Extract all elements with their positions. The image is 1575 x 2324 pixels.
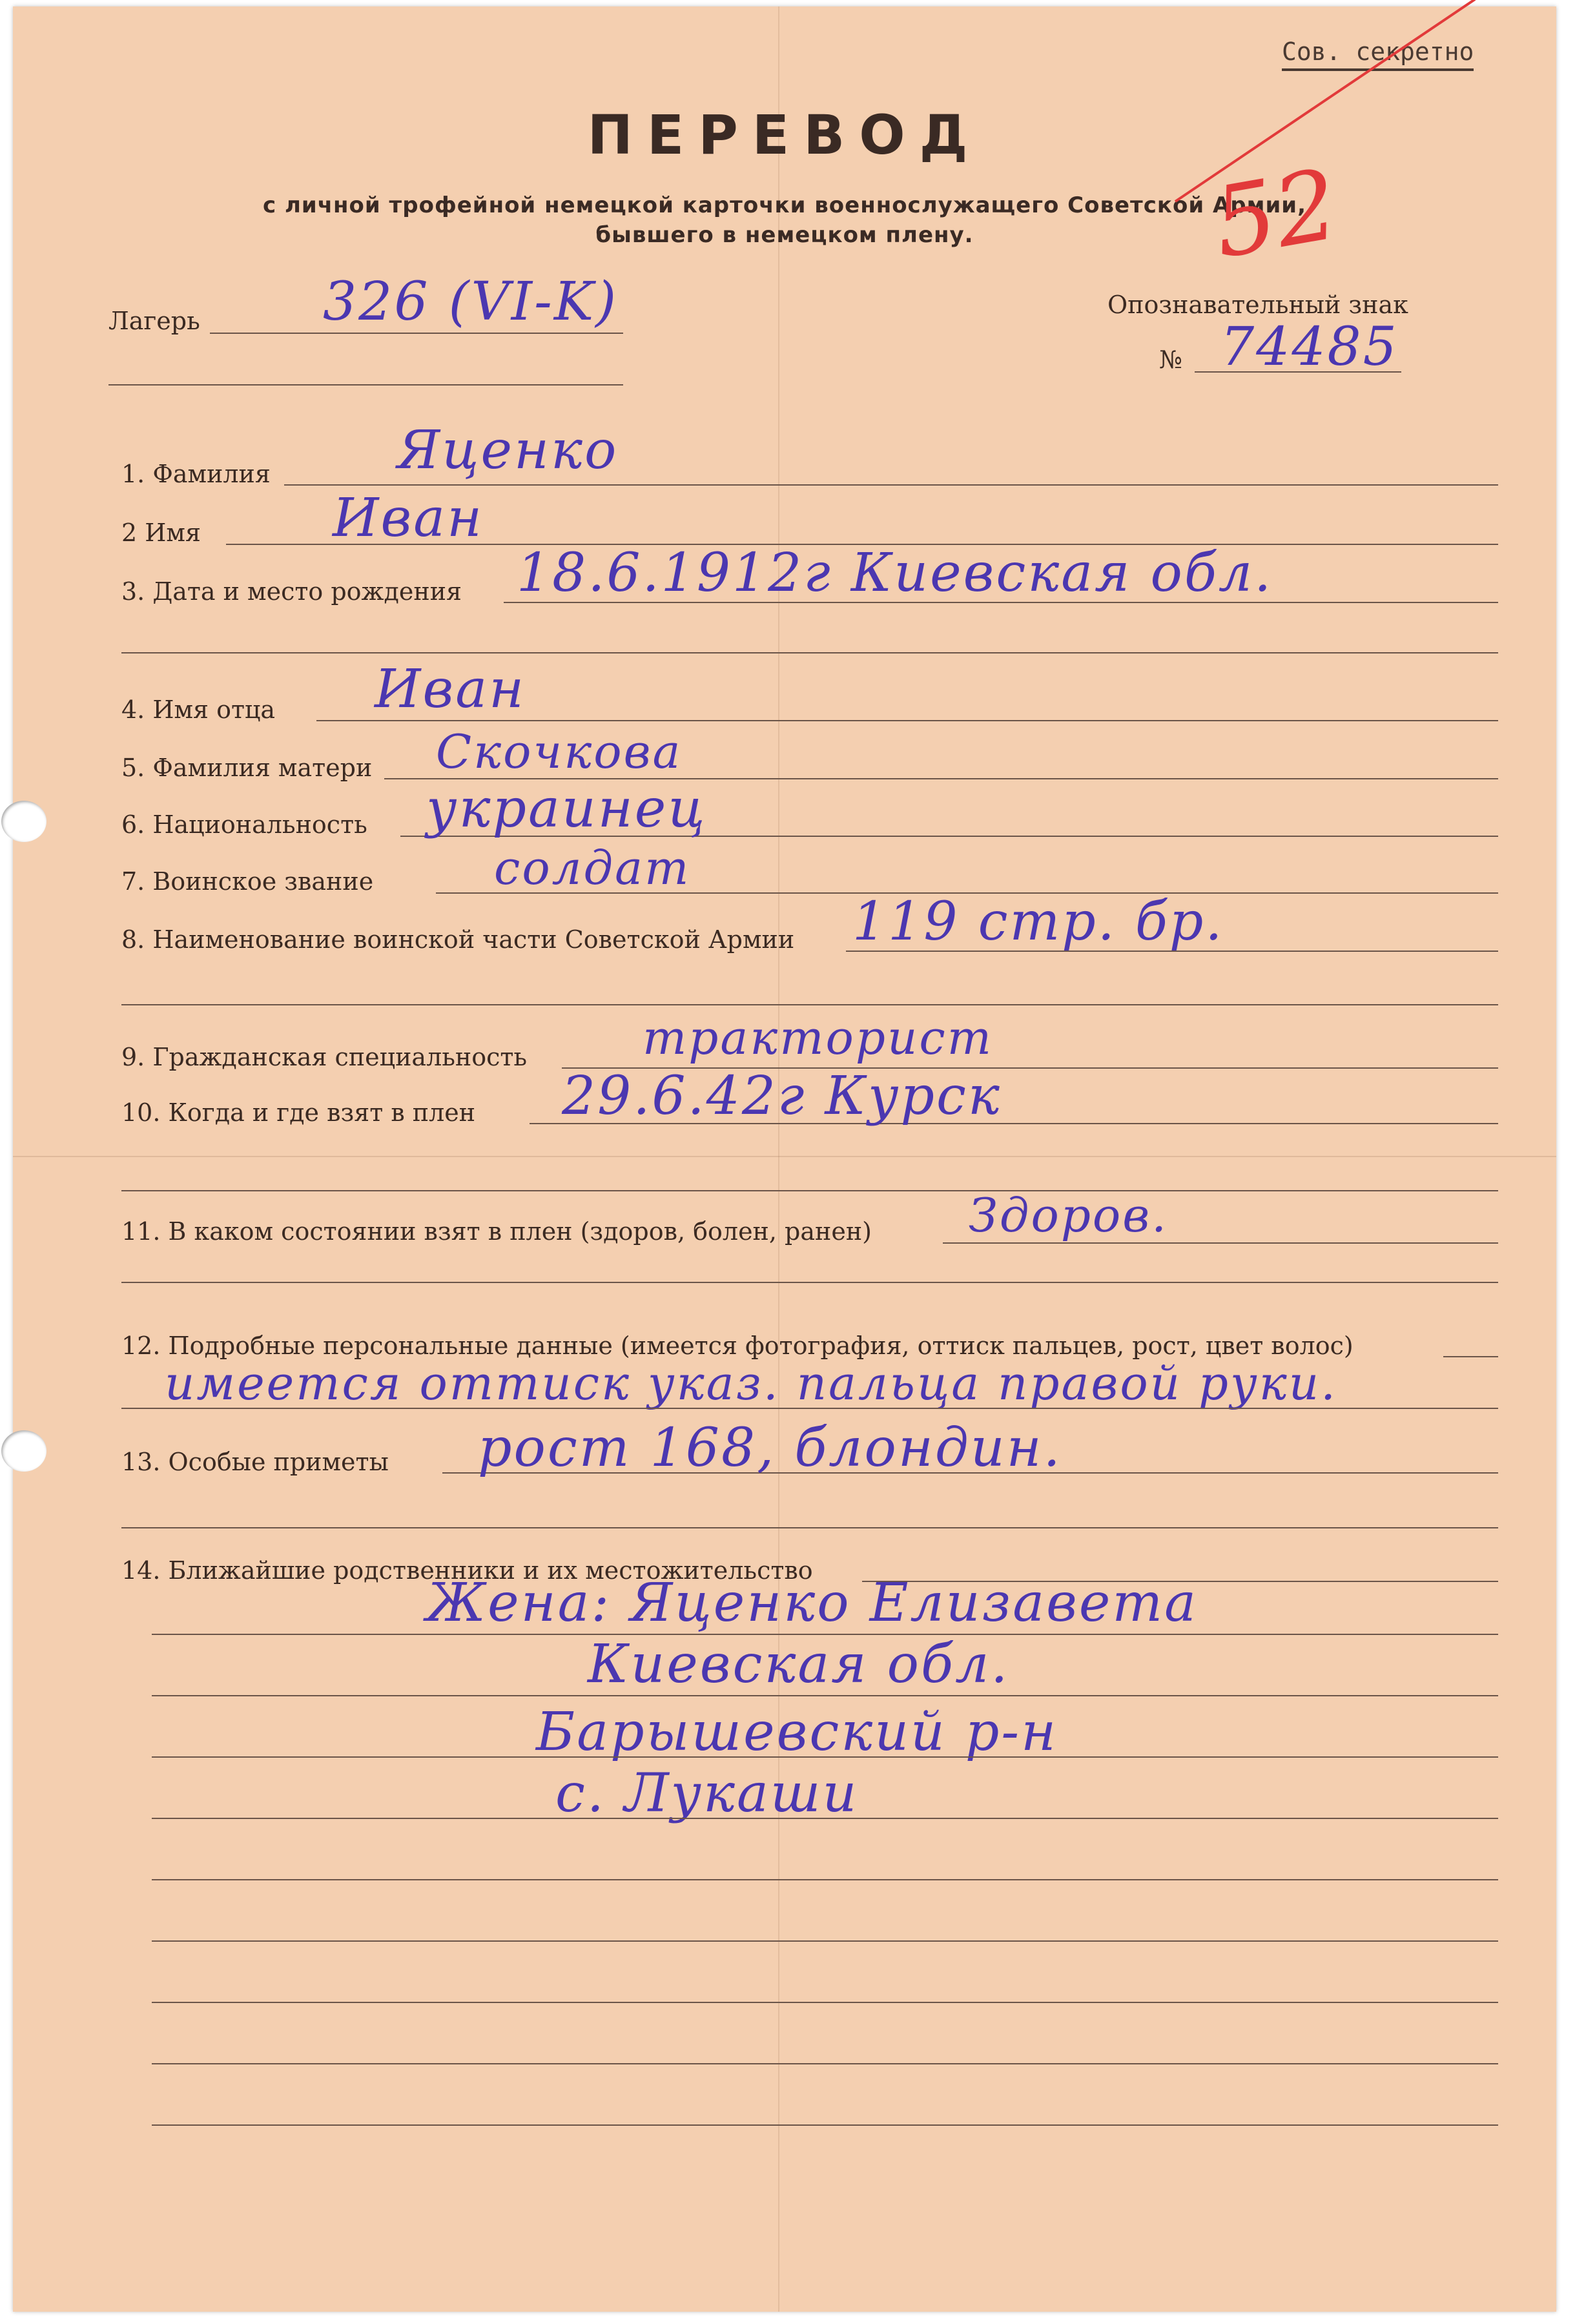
field-1-value: Яценко xyxy=(397,420,619,481)
field-8-extra-line xyxy=(121,1004,1498,1005)
id-mark-value: 74485 xyxy=(1220,316,1399,378)
field-12-label: 12. Подробные персональные данные (имеется фотография, оттиск пальцев, рост, цвет волос) xyxy=(121,1332,1354,1360)
document-title: ПЕРЕВОД xyxy=(587,103,982,167)
field-10-label: 10. Когда и где взят в плен xyxy=(121,1098,476,1127)
field-4-value: Иван xyxy=(375,659,526,720)
camp-extra-line xyxy=(108,384,623,386)
field-6-value: украинец xyxy=(426,778,707,839)
ruled-line xyxy=(152,1940,1498,1942)
ruled-line xyxy=(152,2063,1498,2064)
field-4-underline xyxy=(316,720,1498,721)
field-6-label: 6. Национальность xyxy=(121,810,367,839)
field-7-label: 7. Воинское звание xyxy=(121,867,374,896)
relatives-line-1: Жена: Яценко Елизавета xyxy=(426,1572,1199,1634)
field-2-label: 2 Имя xyxy=(121,519,201,547)
field-1-label: 1. Фамилия xyxy=(121,460,271,488)
field-8-value: 119 стр. бр. xyxy=(852,891,1224,952)
camp-value: 326 (VI-K) xyxy=(323,271,619,333)
punch-hole-top xyxy=(1,801,46,842)
field-2-value: Иван xyxy=(333,488,484,549)
relatives-line-2: Киевская обл. xyxy=(588,1634,1010,1695)
field-7-value: солдат xyxy=(494,841,691,895)
field-1-underline xyxy=(284,484,1498,486)
ruled-line xyxy=(152,1879,1498,1880)
field-9-label: 9. Гражданская специальность xyxy=(121,1043,528,1071)
camp-underline xyxy=(210,333,623,334)
field-5-label: 5. Фамилия матери xyxy=(121,754,373,782)
field-10-extra-line xyxy=(121,1190,1498,1191)
ruled-line xyxy=(152,1695,1498,1696)
field-11-label: 11. В каком состоянии взят в плен (здоров, болен, ранен) xyxy=(121,1217,872,1246)
field-5-value: Скочкова xyxy=(436,725,683,779)
ruled-line xyxy=(152,1818,1498,1819)
field-9-value: тракторист xyxy=(643,1011,993,1065)
field-14-label: 14. Ближайшие родственники и их местожительство xyxy=(121,1556,813,1585)
document-subtitle-line2: бывшего в немецком плену. xyxy=(595,222,974,248)
fold-line-horizontal xyxy=(13,1156,1556,1157)
field-13-value: рост 168, блондин. xyxy=(478,1417,1062,1479)
id-mark-label: Опознавательный знак xyxy=(1107,291,1408,319)
relatives-line-3: Барышевский р-н xyxy=(536,1702,1058,1763)
field-10-value: 29.6.42г Курск xyxy=(562,1065,1002,1127)
classification-stamp: Сов. секретно xyxy=(1282,37,1474,71)
ruled-line xyxy=(152,2124,1498,2126)
ruled-line xyxy=(152,1756,1498,1758)
field-3-extra-line xyxy=(121,652,1498,653)
document-sheet xyxy=(13,6,1556,2312)
punch-hole-bottom xyxy=(1,1430,46,1472)
field-11-value: Здоров. xyxy=(969,1188,1169,1242)
field-3-label: 3. Дата и место рождения xyxy=(121,577,462,606)
field-11-underline xyxy=(943,1242,1498,1244)
document-subtitle-line1: с личной трофейной немецкой карточки военнослужащего Советской Армии, xyxy=(262,192,1307,218)
field-4-label: 4. Имя отца xyxy=(121,695,276,724)
field-13-extra-line xyxy=(121,1527,1498,1528)
field-11-extra-line xyxy=(121,1282,1498,1283)
field-12-extra-line xyxy=(121,1408,1498,1409)
field-3-value: 18.6.1912г Киевская обл. xyxy=(517,542,1273,604)
id-mark-number-prefix: № xyxy=(1159,345,1182,374)
camp-label: Лагерь xyxy=(108,307,200,335)
field-13-label: 13. Особые приметы xyxy=(121,1448,389,1476)
relatives-line-4: с. Лукаши xyxy=(555,1763,859,1824)
ruled-line xyxy=(152,2002,1498,2003)
ruled-line xyxy=(152,1634,1498,1635)
field-12-value: имеется оттиск указ. пальца правой руки. xyxy=(165,1356,1338,1410)
field-12-underline xyxy=(1443,1356,1498,1357)
red-handwritten-mark: 52 xyxy=(1205,148,1346,281)
fold-line-vertical xyxy=(778,6,779,2312)
field-8-label: 8. Наименование воинской части Советской Армии xyxy=(121,925,795,954)
